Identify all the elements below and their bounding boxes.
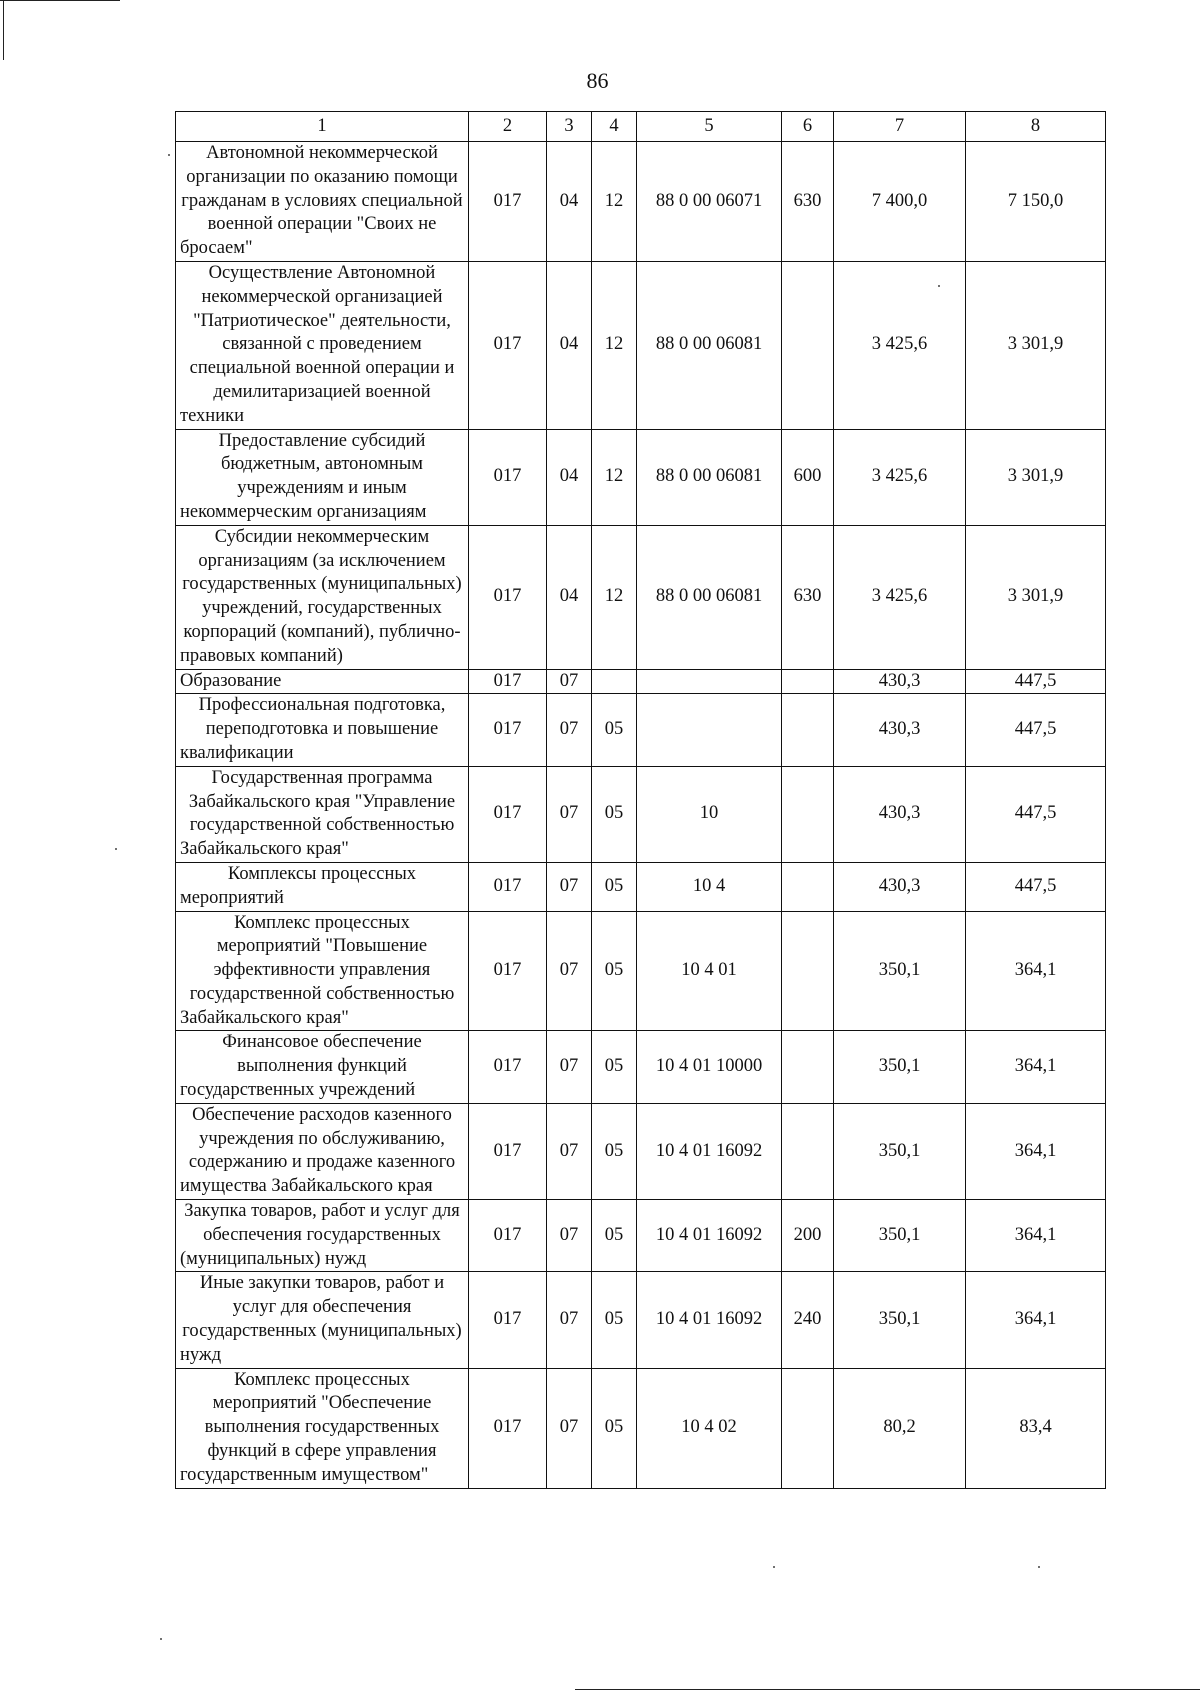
row-name: Обеспечение расходов казенного учреждения по обслуживанию, содержанию и продаже казенного имущества Забайкальского края	[176, 1103, 469, 1199]
target-article: 10	[637, 766, 782, 862]
target-article: 10 4	[637, 862, 782, 911]
target-article	[637, 694, 782, 766]
subsection-code: 05	[592, 1368, 637, 1488]
subsection-code: 05	[592, 1103, 637, 1199]
scan-speck	[1038, 1566, 1040, 1568]
subsection-code: 05	[592, 694, 637, 766]
target-article: 88 0 00 06081	[637, 261, 782, 429]
ministry-code: 017	[469, 1272, 547, 1368]
amount-year-2: 364,1	[966, 1200, 1106, 1272]
ministry-code: 017	[469, 1200, 547, 1272]
amount-year-2: 364,1	[966, 911, 1106, 1031]
target-article: 10 4 01	[637, 911, 782, 1031]
target-article: 10 4 02	[637, 1368, 782, 1488]
expense-type	[782, 1103, 834, 1199]
section-code: 07	[547, 1200, 592, 1272]
expense-type: 600	[782, 429, 834, 525]
section-code: 04	[547, 261, 592, 429]
section-code: 07	[547, 1031, 592, 1103]
amount-year-2: 7 150,0	[966, 142, 1106, 262]
scan-speck	[168, 154, 170, 156]
table-row	[176, 1200, 1106, 1272]
target-article: 88 0 00 06081	[637, 429, 782, 525]
ministry-code: 017	[469, 429, 547, 525]
row-name: Финансовое обеспечение выполнения функций государственных учреждений	[176, 1031, 469, 1103]
col-header: 6	[782, 112, 834, 142]
subsection-code	[592, 669, 637, 694]
expense-type	[782, 669, 834, 694]
section-code: 07	[547, 1368, 592, 1488]
ministry-code: 017	[469, 525, 547, 669]
amount-year-2: 364,1	[966, 1272, 1106, 1368]
amount-year-1: 430,3	[834, 862, 966, 911]
subsection-code: 05	[592, 862, 637, 911]
col-header: 4	[592, 112, 637, 142]
table-row	[176, 261, 1106, 429]
col-header: 2	[469, 112, 547, 142]
scan-speck	[160, 1638, 162, 1640]
target-article	[637, 669, 782, 694]
col-header: 3	[547, 112, 592, 142]
section-code: 07	[547, 694, 592, 766]
amount-year-2: 364,1	[966, 1031, 1106, 1103]
ministry-code: 017	[469, 1031, 547, 1103]
subsection-code: 12	[592, 429, 637, 525]
col-header: 5	[637, 112, 782, 142]
col-header: 8	[966, 112, 1106, 142]
ministry-code: 017	[469, 1368, 547, 1488]
amount-year-1: 430,3	[834, 766, 966, 862]
amount-year-2: 3 301,9	[966, 429, 1106, 525]
section-code: 07	[547, 911, 592, 1031]
table-row	[176, 1031, 1106, 1103]
subsection-code: 05	[592, 911, 637, 1031]
row-name: Закупка товаров, работ и услуг для обеспечения государственных (муниципальных) нужд	[176, 1200, 469, 1272]
row-name: Комплексы процессных мероприятий	[176, 862, 469, 911]
row-name: Иные закупки товаров, работ и услуг для обеспечения государственных (муниципальных) нужд	[176, 1272, 469, 1368]
row-name: Субсидии некоммерческим организациям (за исключением государственных (муниципальных) учреждений, государственных корпораций (компаний), публично-правовых компаний)	[176, 525, 469, 669]
amount-year-1: 3 425,6	[834, 261, 966, 429]
expense-type	[782, 766, 834, 862]
expense-type	[782, 1031, 834, 1103]
row-name: Профессиональная подготовка, переподготовка и повышение квалификации	[176, 694, 469, 766]
ministry-code: 017	[469, 261, 547, 429]
subsection-code: 05	[592, 1031, 637, 1103]
table-row	[176, 1272, 1106, 1368]
ministry-code: 017	[469, 694, 547, 766]
amount-year-2: 447,5	[966, 669, 1106, 694]
amount-year-1: 7 400,0	[834, 142, 966, 262]
page-number: 86	[586, 68, 609, 93]
section-code: 07	[547, 1103, 592, 1199]
header-row	[176, 112, 1106, 142]
expense-type	[782, 911, 834, 1031]
row-name: Образование	[176, 669, 469, 694]
expense-type	[782, 694, 834, 766]
budget-table	[175, 111, 1106, 1489]
section-code: 07	[547, 862, 592, 911]
expense-type	[782, 1368, 834, 1488]
subsection-code: 12	[592, 142, 637, 262]
ministry-code: 017	[469, 911, 547, 1031]
amount-year-1: 80,2	[834, 1368, 966, 1488]
col-header: 7	[834, 112, 966, 142]
target-article: 10 4 01 10000	[637, 1031, 782, 1103]
ministry-code: 017	[469, 766, 547, 862]
amount-year-1: 350,1	[834, 1031, 966, 1103]
scan-speck	[773, 1566, 775, 1568]
row-name: Предоставление субсидий бюджетным, автономным учреждениям и иным некоммерческим организациям	[176, 429, 469, 525]
table-row	[176, 1368, 1106, 1488]
row-name: Государственная программа Забайкальского края "Управление государственной собственностью Забайкальского края"	[176, 766, 469, 862]
amount-year-1: 350,1	[834, 911, 966, 1031]
scan-speck	[938, 285, 940, 287]
subsection-code: 05	[592, 1272, 637, 1368]
amount-year-1: 350,1	[834, 1200, 966, 1272]
col-header: 1	[176, 112, 469, 142]
table-row	[176, 911, 1106, 1031]
expense-type	[782, 862, 834, 911]
row-name: Осуществление Автономной некоммерческой организацией "Патриотическое" деятельности, связанной с проведением специальной военной операции и демилитаризацией военной техники	[176, 261, 469, 429]
table-row	[176, 694, 1106, 766]
expense-type: 240	[782, 1272, 834, 1368]
target-article: 88 0 00 06071	[637, 142, 782, 262]
target-article: 88 0 00 06081	[637, 525, 782, 669]
amount-year-1: 3 425,6	[834, 525, 966, 669]
expense-type	[782, 261, 834, 429]
section-code: 07	[547, 1272, 592, 1368]
row-name: Комплекс процессных мероприятий "Обеспечение выполнения государственных функций в сфере управления государственным имуществом"	[176, 1368, 469, 1488]
expense-type: 200	[782, 1200, 834, 1272]
ministry-code: 017	[469, 669, 547, 694]
ministry-code: 017	[469, 1103, 547, 1199]
amount-year-2: 3 301,9	[966, 261, 1106, 429]
ministry-code: 017	[469, 142, 547, 262]
amount-year-1: 350,1	[834, 1272, 966, 1368]
amount-year-2: 83,4	[966, 1368, 1106, 1488]
section-code: 07	[547, 669, 592, 694]
target-article: 10 4 01 16092	[637, 1272, 782, 1368]
section-code: 07	[547, 766, 592, 862]
subsection-code: 12	[592, 261, 637, 429]
amount-year-2: 3 301,9	[966, 525, 1106, 669]
subsection-code: 05	[592, 766, 637, 862]
scan-edge-line	[575, 1689, 1200, 1690]
table-row	[176, 862, 1106, 911]
table-row	[176, 525, 1106, 669]
table-row	[176, 766, 1106, 862]
table-row	[176, 429, 1106, 525]
scan-speck	[115, 848, 117, 850]
section-code: 04	[547, 142, 592, 262]
amount-year-1: 350,1	[834, 1103, 966, 1199]
amount-year-1: 3 425,6	[834, 429, 966, 525]
subsection-code: 05	[592, 1200, 637, 1272]
amount-year-1: 430,3	[834, 669, 966, 694]
table-row	[176, 1103, 1106, 1199]
row-name: Автономной некоммерческой организации по оказанию помощи гражданам в условиях специальной военной операции "Своих не бросаем"	[176, 142, 469, 262]
scan-edge-line	[3, 0, 4, 60]
amount-year-2: 447,5	[966, 766, 1106, 862]
expense-type: 630	[782, 142, 834, 262]
table-row	[176, 142, 1106, 262]
ministry-code: 017	[469, 862, 547, 911]
amount-year-2: 364,1	[966, 1103, 1106, 1199]
amount-year-1: 430,3	[834, 694, 966, 766]
subsection-code: 12	[592, 525, 637, 669]
amount-year-2: 447,5	[966, 694, 1106, 766]
target-article: 10 4 01 16092	[637, 1200, 782, 1272]
table-row	[176, 669, 1106, 694]
target-article: 10 4 01 16092	[637, 1103, 782, 1199]
section-code: 04	[547, 525, 592, 669]
expense-type: 630	[782, 525, 834, 669]
scan-edge-line	[0, 0, 120, 1]
amount-year-2: 447,5	[966, 862, 1106, 911]
row-name: Комплекс процессных мероприятий "Повышение эффективности управления государственной собственностью Забайкальского края"	[176, 911, 469, 1031]
section-code: 04	[547, 429, 592, 525]
